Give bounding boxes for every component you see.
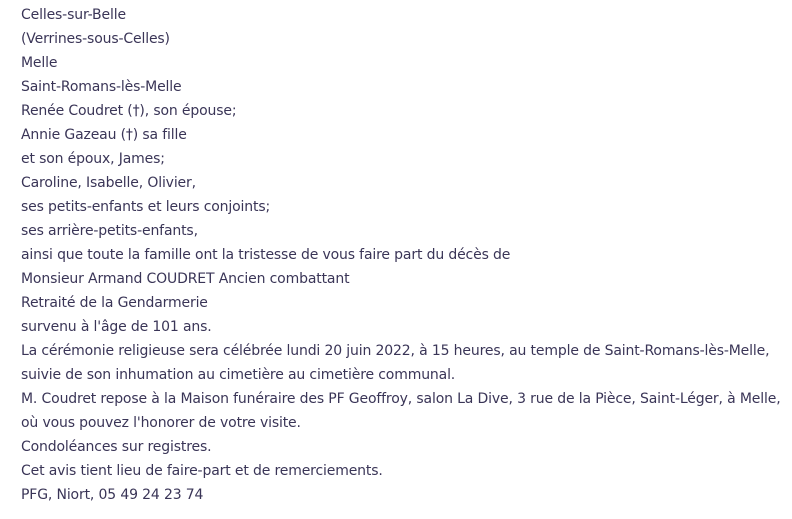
obituary-notice: [21, 3, 786, 507]
notice-line-contact: PFG, Niort, 05 49 24 23 74: [21, 487, 204, 503]
notice-line-age: survenu à l'âge de 101 ans.: [21, 319, 212, 335]
notice-line-deceased-name: Monsieur Armand COUDRET Ancien combattant: [21, 271, 350, 287]
notice-line-town-4: Saint-Romans-lès-Melle: [21, 79, 182, 95]
notice-line-grandchildren: ses petits-enfants et leurs conjoints;: [21, 199, 271, 215]
notice-line-son-in-law: et son époux, James;: [21, 151, 165, 167]
notice-line-grandchildren-names: Caroline, Isabelle, Olivier,: [21, 175, 196, 191]
notice-line-town-3: Melle: [21, 55, 58, 71]
notice-line-thanks: Cet avis tient lieu de faire-part et de remerciements.: [21, 463, 383, 479]
notice-line-daughter: Annie Gazeau (†) sa fille: [21, 127, 187, 143]
notice-line-condolences: Condoléances sur registres.: [21, 439, 212, 455]
notice-line-deceased-title: Retraité de la Gendarmerie: [21, 295, 208, 311]
notice-paragraph-ceremony: La cérémonie religieuse sera célébrée lundi 20 juin 2022, à 15 heures, au temple de Saint-Romans-lès-Melle, suivie de son inhumation au cimetière au cimetière communal.: [21, 343, 770, 383]
notice-paragraph-funeral-home: M. Coudret repose à la Maison funéraire des PF Geoffroy, salon La Dive, 3 rue de la Pièce, Saint-Léger, à Melle, où vous pouvez l'honorer de votre visite.: [21, 391, 781, 431]
notice-line-great-grandchildren: ses arrière-petits-enfants,: [21, 223, 198, 239]
notice-line-town-1: Celles-sur-Belle: [21, 7, 126, 23]
notice-line-announcement: ainsi que toute la famille ont la tristesse de vous faire part du décès de: [21, 247, 511, 263]
notice-line-town-2: (Verrines-sous-Celles): [21, 31, 170, 47]
notice-line-spouse: Renée Coudret (†), son épouse;: [21, 103, 237, 119]
